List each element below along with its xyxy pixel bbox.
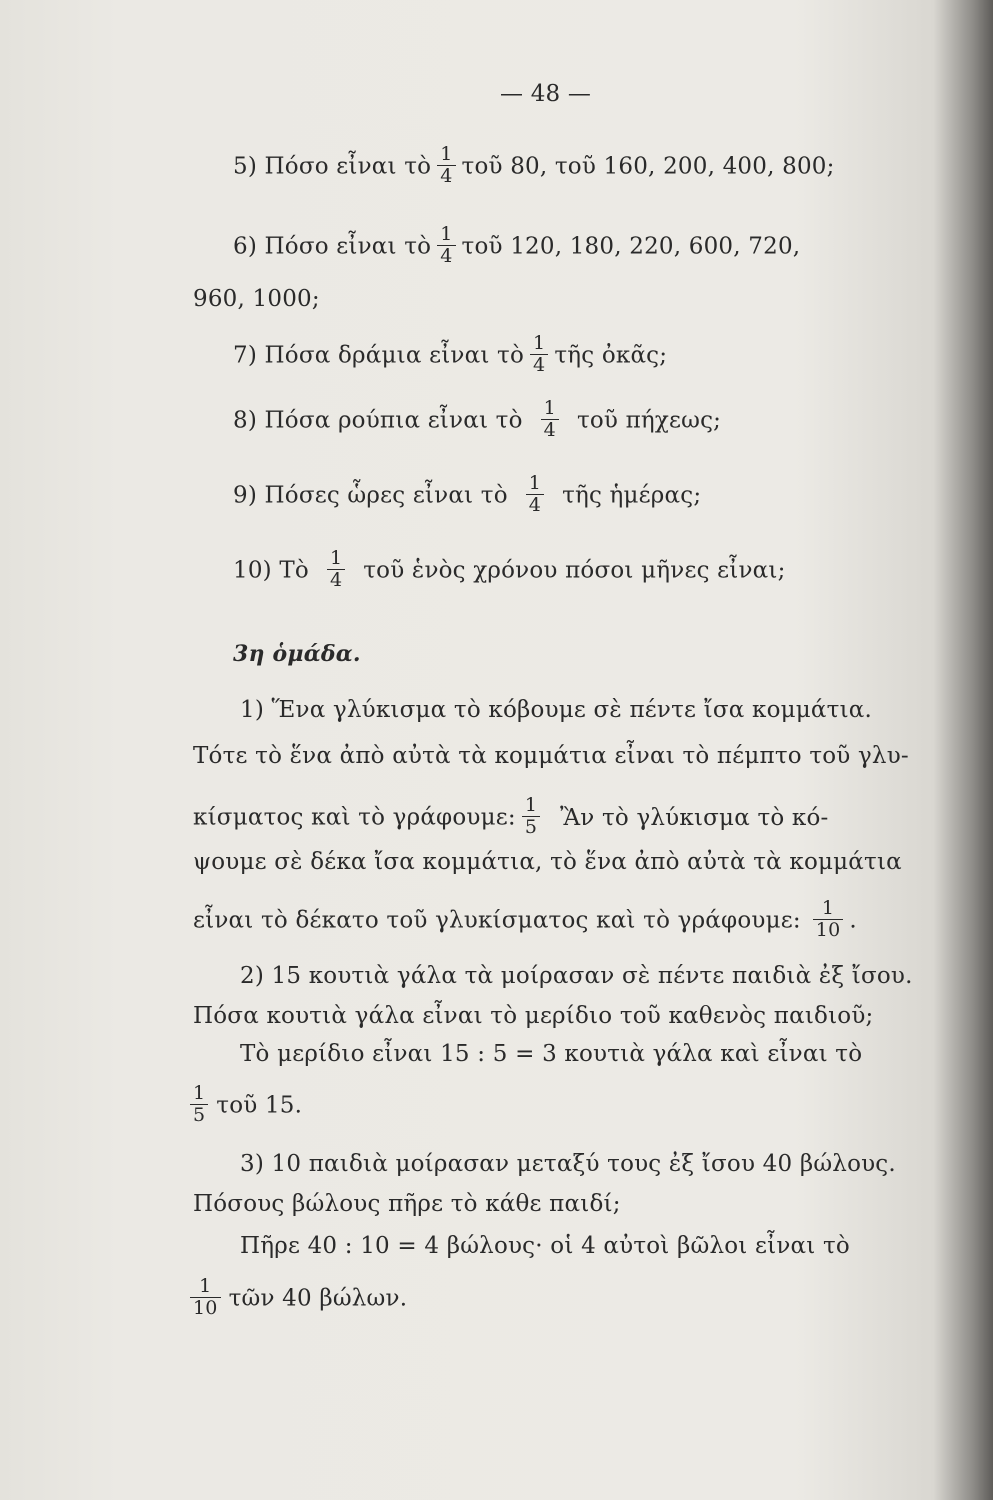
question-6-continuation: 960, 1000; bbox=[193, 286, 320, 312]
fraction-one-quarter: $\frac{1}{4}$ bbox=[526, 473, 544, 516]
fraction-one-quarter: $\frac{1}{4}$ bbox=[530, 333, 548, 376]
fraction-one-tenth: $\frac{1}{10}$ bbox=[813, 898, 844, 941]
fraction-one-fifth: $\frac{1}{5}$ bbox=[522, 795, 540, 838]
question-9-end: τῆς ἡμέρας; bbox=[562, 482, 702, 509]
fraction-one-quarter: $\frac{1}{4}$ bbox=[437, 224, 455, 267]
problem-3-line-4: $\frac{1}{10}$ τῶν 40 βώλων. bbox=[190, 1278, 407, 1321]
question-8-end: τοῦ πήχεως; bbox=[576, 407, 722, 434]
problem-2-line-3: Τὸ μερίδιο εἶναι 15 : 5 = 3 κουτιὰ γάλα καὶ εἶναι τὸ bbox=[240, 1041, 863, 1067]
fraction-one-quarter: $\frac{1}{4}$ bbox=[541, 398, 559, 441]
question-5-values: τοῦ 80, τοῦ 160, 200, 400, 800; bbox=[461, 153, 835, 180]
fraction-one-fifth: $\frac{1}{5}$ bbox=[190, 1083, 208, 1126]
fraction-one-tenth: $\frac{1}{10}$ bbox=[190, 1276, 221, 1319]
question-10-end: τοῦ ἑνὸς χρόνου πόσοι μῆνες εἶναι; bbox=[363, 557, 786, 584]
question-6-text: 6) Πόσο εἶναι τὸ bbox=[233, 233, 432, 260]
problem-2-line-4: $\frac{1}{5}$ τοῦ 15. bbox=[190, 1085, 302, 1128]
question-6 bbox=[233, 223, 801, 269]
fraction-one-quarter: $\frac{1}{4}$ bbox=[327, 548, 345, 591]
problem-1-line-4: ψουμε σὲ δέκα ἴσα κομμάτια, τὸ ἕνα ἀπὸ αὐτὰ τὰ κομμάτια bbox=[193, 849, 902, 875]
question-9 bbox=[233, 472, 702, 518]
section-heading: 3η ὁμάδα. bbox=[233, 641, 361, 667]
question-7 bbox=[233, 332, 668, 378]
question-7-end: τῆς ὀκᾶς; bbox=[554, 342, 668, 369]
fraction-one-quarter: $\frac{1}{4}$ bbox=[437, 144, 455, 187]
problem-1-line-5: εἶναι τὸ δέκατο τοῦ γλυκίσματος καὶ τὸ γράφουμε: $\frac{1}{10}$ . bbox=[193, 897, 857, 941]
problem-2-line-2: Πόσα κουτιὰ γάλα εἶναι τὸ μερίδιο τοῦ καθενὸς παιδιοῦ; bbox=[193, 1003, 874, 1029]
problem-1-line-1: 1) Ἕνα γλύκισμα τὸ κόβουμε σὲ πέντε ἴσα κομμάτια. bbox=[240, 697, 873, 723]
problem-3-line-1: 3) 10 παιδιὰ μοίρασαν μεταξύ τους ἐξ ἴσου 40 βώλους. bbox=[240, 1151, 896, 1177]
question-8 bbox=[233, 397, 722, 443]
question-10-text: 10) Τὸ bbox=[233, 557, 309, 584]
problem-2-line-1: 2) 15 κουτιὰ γάλα τὰ μοίρασαν σὲ πέντε παιδιὰ ἐξ ἴσου. bbox=[240, 963, 913, 989]
problem-1-line-3: κίσματος καὶ τὸ γράφουμε: $\frac{1}{5}$ Ἂν τὸ γλύκισμα τὸ κό- bbox=[193, 794, 829, 838]
question-10 bbox=[233, 547, 786, 593]
problem-1-line-2: Τότε τὸ ἕνα ἀπὸ αὐτὰ τὰ κομμάτια εἶναι τὸ πέμπτο τοῦ γλυ- bbox=[193, 743, 909, 769]
problem-3-line-3: Πῆρε 40 : 10 = 4 βώλους· οἱ 4 αὐτοὶ βῶλοι εἶναι τὸ bbox=[240, 1233, 850, 1259]
question-9-text: 9) Πόσες ὧρες εἶναι τὸ bbox=[233, 482, 508, 509]
page-number: — 48 — bbox=[500, 81, 592, 107]
question-7-text: 7) Πόσα δράμια εἶναι τὸ bbox=[233, 342, 525, 369]
question-5-text: 5) Πόσο εἶναι τὸ bbox=[233, 153, 432, 180]
problem-3-line-2: Πόσους βώλους πῆρε τὸ κάθε παιδί; bbox=[193, 1191, 621, 1217]
question-8-text: 8) Πόσα ρούπια εἶναι τὸ bbox=[233, 407, 523, 434]
question-5 bbox=[233, 143, 835, 189]
question-6-values: τοῦ 120, 180, 220, 600, 720, bbox=[461, 233, 801, 260]
